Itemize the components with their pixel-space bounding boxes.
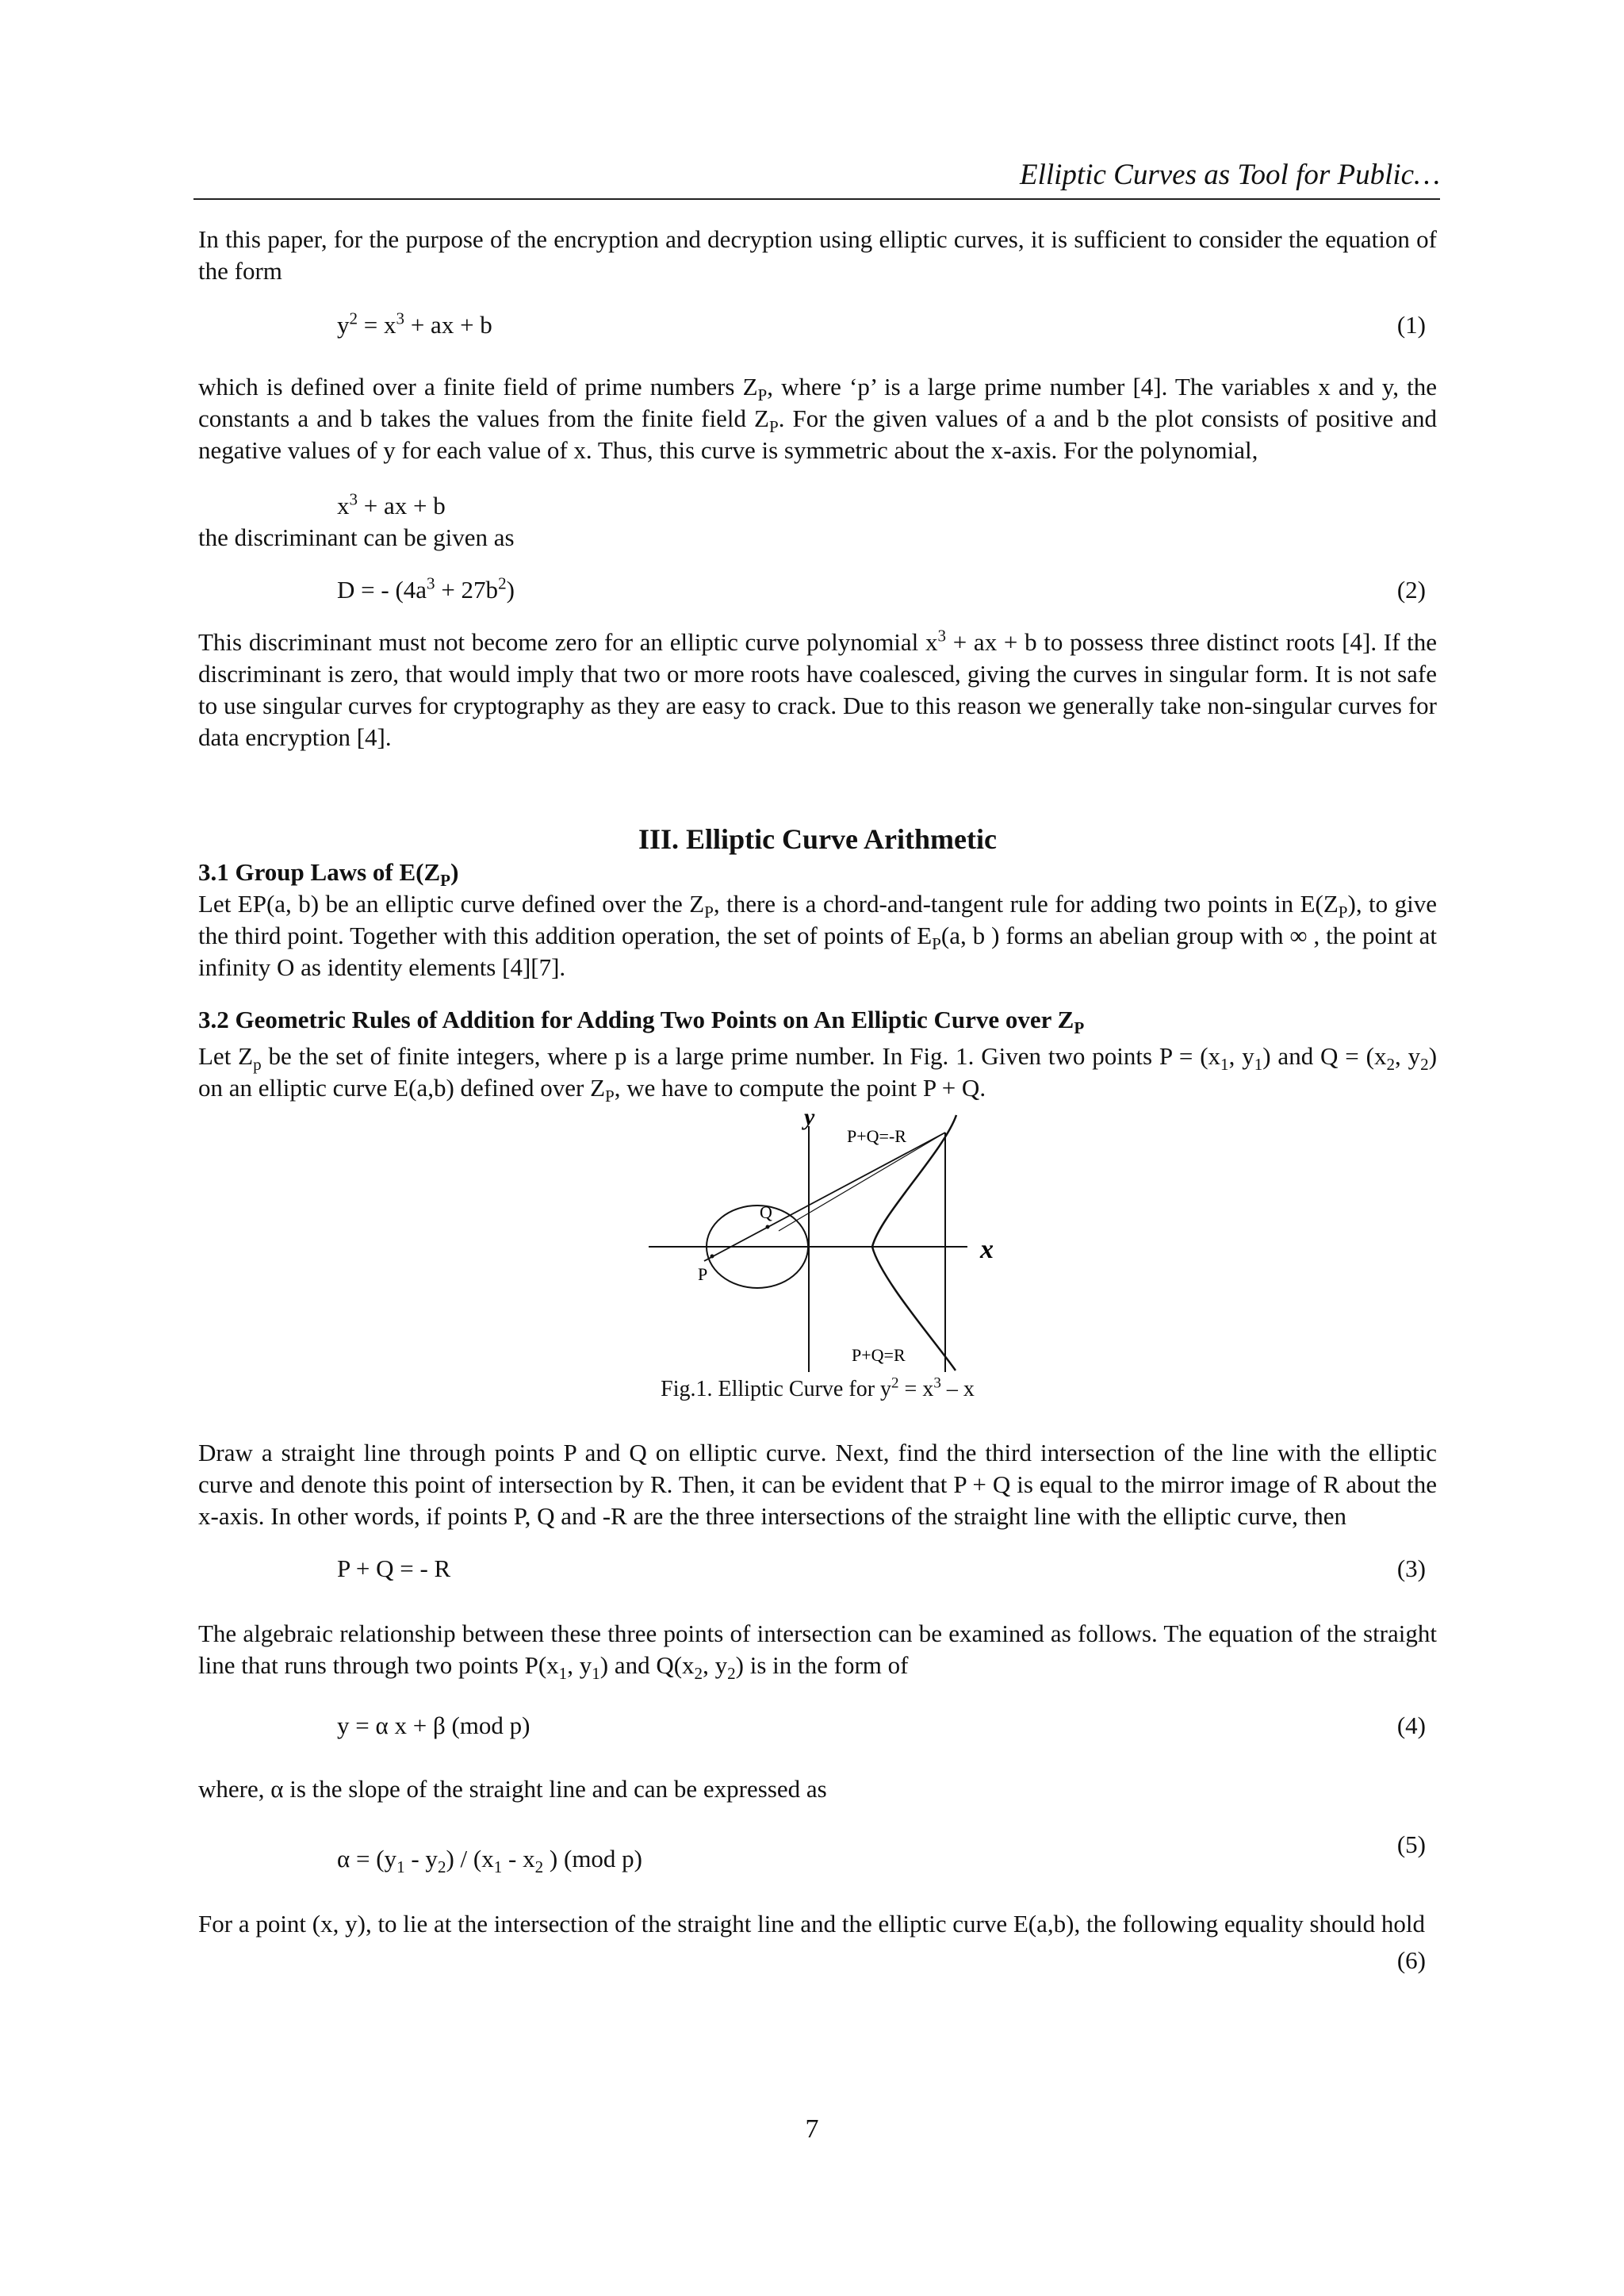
- paragraph-intersection: For a point (x, y), to lie at the intersection of the straight line and the elliptic curve E(a,b), the following equality should hold: [198, 1910, 1426, 1938]
- secant-line: [704, 1133, 945, 1261]
- equation-4-number: (4): [1396, 1711, 1426, 1739]
- label-top-point: P+Q=-R: [847, 1126, 906, 1146]
- paragraph-discriminant: This discriminant must not become zero for an elliptic curve polynomial $x^3$ + ax + b to possess three distinct roots [4]. If the discriminant is zero, that would imply that two or more roots have coalesced, giving the curves in singular form. It is not safe to use singular curves for cryptography as they are easy to crack. Due to this reason we generally take non-singular curves for data encryption [4].: [198, 626, 1437, 751]
- paragraph-algebraic: The algebraic relationship between these three points of intersection can be examined as follows. The equation of the straight line that runs through two points $P(x_1$, $y_1$) and $Q(x_2$, $y_2$) is in the form of: [198, 1619, 1437, 1684]
- header-rule: [193, 198, 1440, 200]
- figure-caption: Fig.1. Elliptic Curve for $y^2 = x^3 - x$: [661, 1374, 975, 1401]
- label-y-axis: y: [804, 1104, 815, 1130]
- page-number: 7: [805, 2114, 819, 2144]
- equation-1-expression: $y^2 = x^3$ + ax + b: [337, 309, 492, 339]
- equation-3: [198, 1553, 1437, 1585]
- section-title: III. Elliptic Curve Arithmetic: [638, 823, 997, 855]
- equation-2-expression: D = - $(4a^3 + 27b^2)$: [337, 573, 515, 604]
- equation-1-number: (1): [1396, 311, 1426, 339]
- label-bottom-point: P+Q=R: [852, 1345, 906, 1365]
- secant-line-2: [779, 1133, 945, 1231]
- figure-elliptic-curve: [198, 1104, 1437, 1375]
- paragraph-slope: where, α is the slope of the straight line and can be expressed as: [198, 1775, 827, 1803]
- equation-3-expression: P + Q = - R: [337, 1554, 451, 1582]
- equation-5-number: (5): [1396, 1830, 1426, 1858]
- equation-2: [198, 574, 1437, 606]
- equation-3-number: (3): [1396, 1554, 1426, 1582]
- equation-6: [198, 1945, 1437, 1976]
- point-q-marker: [766, 1225, 770, 1229]
- page-content: [198, 224, 1437, 1976]
- subsection-heading-3-2: 3.2 Geometric Rules of Addition for Adding Two Points on An Elliptic Curve over $Z_P$: [198, 1006, 1085, 1038]
- equation-1: [198, 309, 1437, 341]
- equation-5: [198, 1829, 1437, 1877]
- paragraph-geometric-rules: Let $Z_p$ be the set of finite integers, where p is a large prime number. In Fig. 1. Given two points $P = (x_1$, $y_1$) and $Q = (x_2$, $y_2$) on an elliptic curve E(a,b) defined over $Z_P$, we have to compute the point P + Q.: [198, 1042, 1438, 1106]
- paragraph-finite-field: which is defined over a finite field of prime numbers $Z_P$, where ‘p’ is a large prime number [4]. The variables x and y, the constants a and b takes the values from the finite field $Z_P$. For the given values of a and b the plot consists of positive and negative values of y for each value of x. Thus, this curve is symmetric about the x-axis. For the polynomial,: [198, 373, 1437, 464]
- elliptic-curve-diagram: [642, 1104, 1023, 1375]
- label-x-axis: x: [980, 1235, 994, 1264]
- subsection-heading-3-1: 3.1 Group Laws of $E(Z_P)$: [198, 858, 459, 891]
- equation-6-number: (6): [1396, 1946, 1426, 1974]
- paragraph-intro: In this paper, for the purpose of the encryption and decryption using elliptic curves, it is sufficient to consider the equation of the form: [198, 225, 1437, 285]
- paragraph-group-laws: Let EP(a, b) be an elliptic curve defined over the $Z_P$, there is a chord-and-tangent rule for adding two points in $E(Z_P)$, to give the third point. Together with this addition operation, the set of points of $E_P(a$, b ) forms an abelian group with ∞ , the point at infinity O as identity elements [4][7].: [198, 890, 1438, 981]
- equation-2-number: (2): [1396, 576, 1426, 604]
- paragraph-straight-line: Draw a straight line through points P and Q on elliptic curve. Next, find the third intersection of the line with the elliptic curve and denote this point of intersection by R. Then, it can be evident that P + Q is equal to the mirror image of R about the x-axis. In other words, if points P, Q and -R are the three intersections of the straight line with the elliptic curve, then: [198, 1439, 1437, 1530]
- curve-open-component: [872, 1115, 956, 1370]
- label-point-p: P: [698, 1264, 708, 1284]
- point-p-marker: [710, 1255, 714, 1259]
- running-header: Elliptic Curves as Tool for Public…: [1019, 159, 1440, 191]
- equation-5-expression: $\alpha = (y_1 - y_2) / (x_1 - x_2$ ) (mod p): [337, 1845, 643, 1877]
- equation-4: [198, 1710, 1437, 1742]
- polynomial-expression: $x^3$ + ax + b: [337, 489, 446, 519]
- label-point-q: Q: [760, 1202, 772, 1222]
- paragraph-discriminant-intro: the discriminant can be given as: [198, 523, 515, 551]
- equation-4-expression: y = α x + β (mod p): [337, 1711, 530, 1739]
